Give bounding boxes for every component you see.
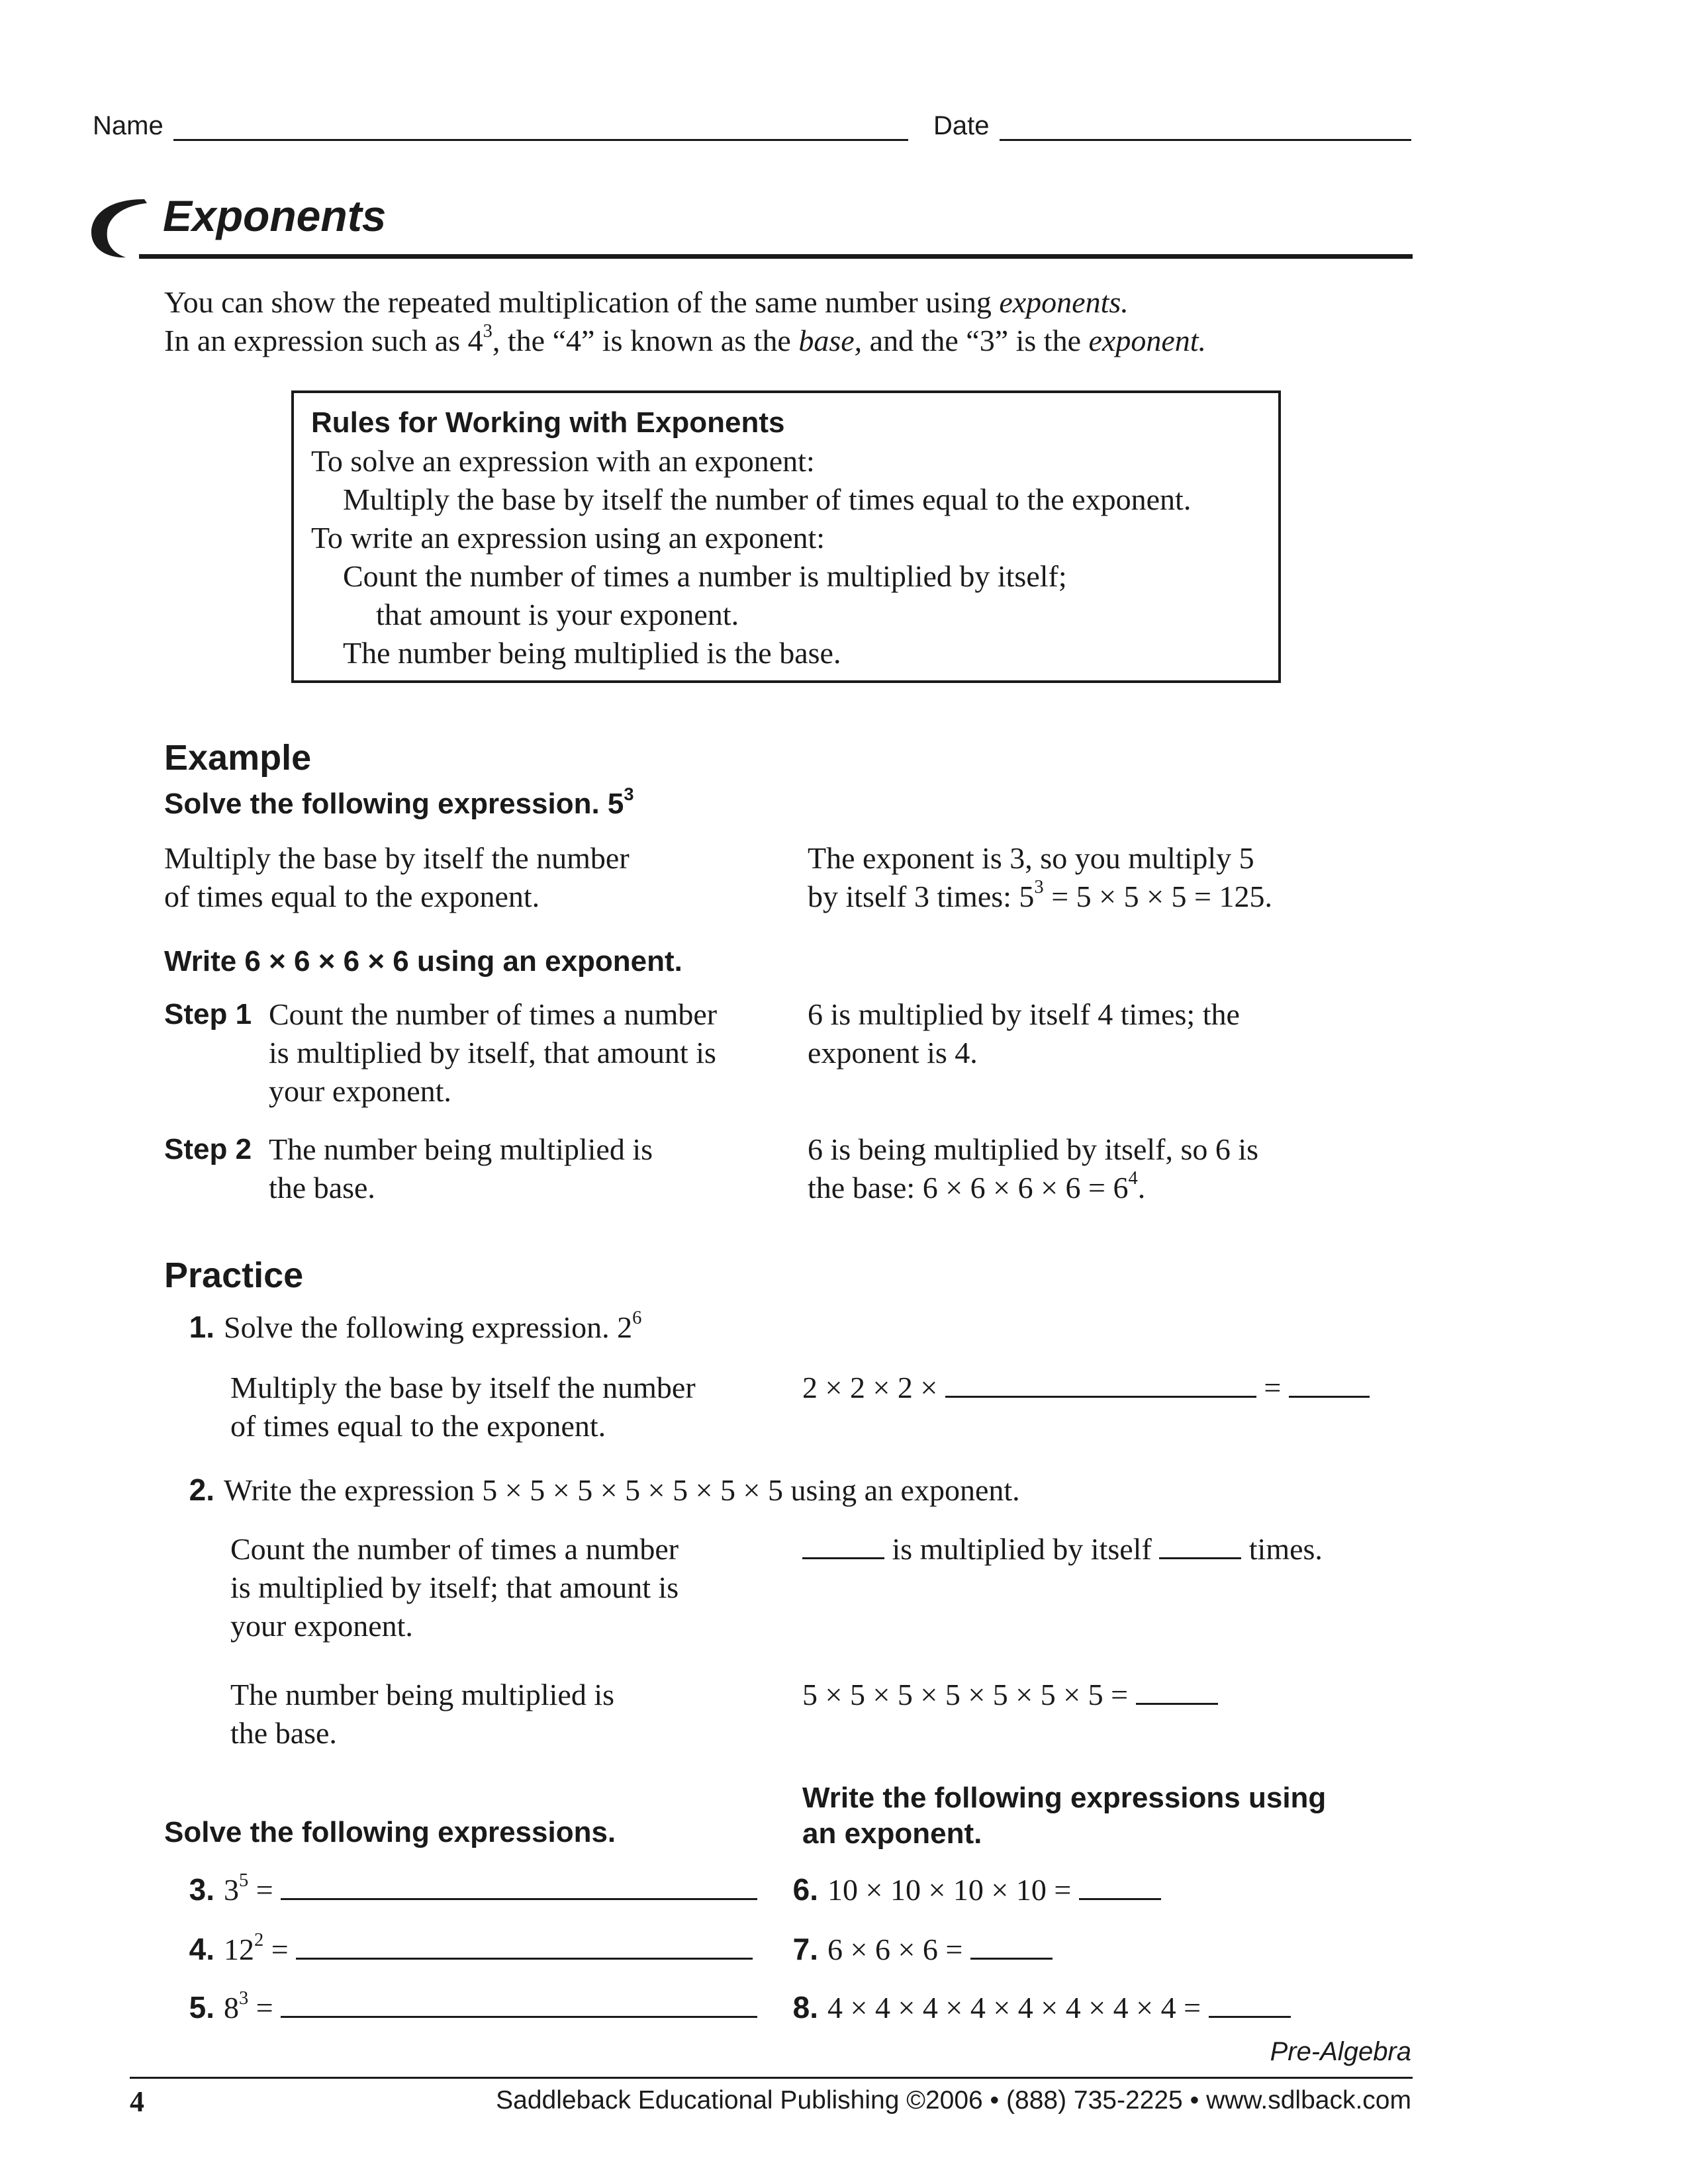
- question-2: 2. Write the expression 5 × 5 × 5 × 5 × 5 × 5 × 5 using an exponent.: [176, 1471, 1020, 1510]
- example-heading: Example: [164, 738, 312, 778]
- example-left-text: Multiply the base by itself the number of times equal to the exponent.: [164, 841, 630, 913]
- answer-blank[interactable]: [802, 1531, 884, 1559]
- intro-paragraph: You can show the repeated multiplication of the same number using exponents. In an expression such as $4^3$, the “4” is known as the base, and the “3” is the exponent.: [164, 285, 1207, 357]
- question-number: 7.: [792, 1932, 818, 1966]
- rules-line: Multiply the base by itself the number of times equal to the exponent.: [343, 482, 1192, 516]
- title-rule: [139, 254, 1413, 259]
- rules-line: The number being multiplied is the base.: [343, 636, 841, 670]
- question-number: 2.: [189, 1473, 214, 1507]
- name-label: Name: [93, 111, 164, 140]
- question-number: 6.: [792, 1872, 818, 1907]
- date-label: Date: [933, 111, 990, 140]
- step2-answer: 6 is being multiplied by itself, so 6 is the base: $6 \times 6 \times 6 \times 6 = 6^4$.: [808, 1132, 1259, 1205]
- rules-title: Rules for Working with Exponents: [311, 406, 785, 439]
- answer-blank[interactable]: [281, 1872, 757, 1900]
- step1-label: Step 1: [164, 998, 252, 1030]
- question-number: 3.: [189, 1872, 214, 1907]
- name-field[interactable]: [173, 139, 908, 141]
- answer-blank[interactable]: [1289, 1369, 1370, 1398]
- answer-blank[interactable]: [970, 1931, 1053, 1960]
- date-field[interactable]: [1000, 139, 1411, 141]
- question-number: 5.: [189, 1990, 214, 2025]
- answer-blank[interactable]: [296, 1931, 753, 1960]
- title-bracket-icon: [86, 195, 152, 261]
- rules-box: [291, 390, 1281, 683]
- question-2-answer-b: 5 × 5 × 5 × 5 × 5 × 5 × 5 =: [802, 1676, 1218, 1714]
- solve-item: 4. $12^2$ =: [176, 1930, 753, 1969]
- question-number: 4.: [189, 1932, 214, 1966]
- answer-blank[interactable]: [1079, 1872, 1161, 1900]
- write-item: 8. 4 × 4 × 4 × 4 × 4 × 4 × 4 × 4 =: [780, 1988, 1291, 2027]
- answer-blank[interactable]: [1159, 1531, 1241, 1559]
- step2-text: The number being multiplied is the base.: [269, 1132, 653, 1205]
- question-1-instruction: Multiply the base by itself the number of times equal to the exponent.: [230, 1371, 696, 1443]
- step1-text: Count the number of times a number is multiplied by itself, that amount is your exponent.: [269, 997, 718, 1108]
- answer-blank[interactable]: [281, 1989, 757, 2018]
- rules-line: that amount is your exponent.: [376, 598, 739, 631]
- question-number: 8.: [792, 1990, 818, 2025]
- answer-blank[interactable]: [1136, 1676, 1218, 1705]
- rules-line: To solve an expression with an exponent:: [311, 444, 815, 478]
- question-2-instruction-a: Count the number of times a number is multiplied by itself; that amount is your exponent.: [230, 1532, 679, 1643]
- question-number: 1.: [189, 1310, 214, 1344]
- solve-item: 5. $8^3$ =: [176, 1988, 757, 2027]
- solve-item: 3. $3^5$ =: [176, 1870, 757, 1909]
- answer-blank[interactable]: [1209, 1989, 1291, 2018]
- write-item: 7. 6 × 6 × 6 =: [780, 1930, 1053, 1969]
- question-2-answer-a: is multiplied by itself times.: [802, 1530, 1323, 1569]
- step1-answer: 6 is multiplied by itself 4 times; the exponent is 4.: [808, 997, 1240, 1069]
- question-2-instruction-b: The number being multiplied is the base.: [230, 1678, 615, 1750]
- write-item: 6. 10 × 10 × 10 × 10 =: [780, 1870, 1161, 1909]
- question-1-answer: 2 × 2 × 2 × =: [802, 1369, 1370, 1407]
- practice-heading: Practice: [164, 1255, 304, 1295]
- example-subheading: Solve the following expression. $5^3$: [164, 784, 634, 820]
- footer-rule: [130, 2077, 1413, 2079]
- rules-line: To write an expression using an exponent:: [311, 521, 825, 555]
- write-heading: Write the following expressions using an exponent.: [802, 1782, 1327, 1850]
- solve-heading: Solve the following expressions.: [164, 1816, 616, 1848]
- page-number: 4: [130, 2085, 144, 2118]
- page-title: Exponents: [163, 191, 387, 240]
- question-1: 1. Solve the following expression. $2^6$: [176, 1308, 641, 1347]
- footer-subject: Pre-Algebra: [1270, 2037, 1411, 2066]
- example-right-text: The exponent is 3, so you multiply 5 by itself 3 times: $5^3 = 5 \times 5 \times 5 = 125$.: [808, 841, 1272, 913]
- footer-publisher: Saddleback Educational Publishing ©2006 • (888) 735-2225 • www.sdlback.com: [496, 2086, 1411, 2115]
- step2-label: Step 2: [164, 1133, 252, 1165]
- rules-line: Count the number of times a number is multiplied by itself;: [343, 559, 1067, 593]
- answer-blank[interactable]: [945, 1369, 1256, 1398]
- example-subheading-2: Write 6 × 6 × 6 × 6 using an exponent.: [164, 945, 682, 978]
